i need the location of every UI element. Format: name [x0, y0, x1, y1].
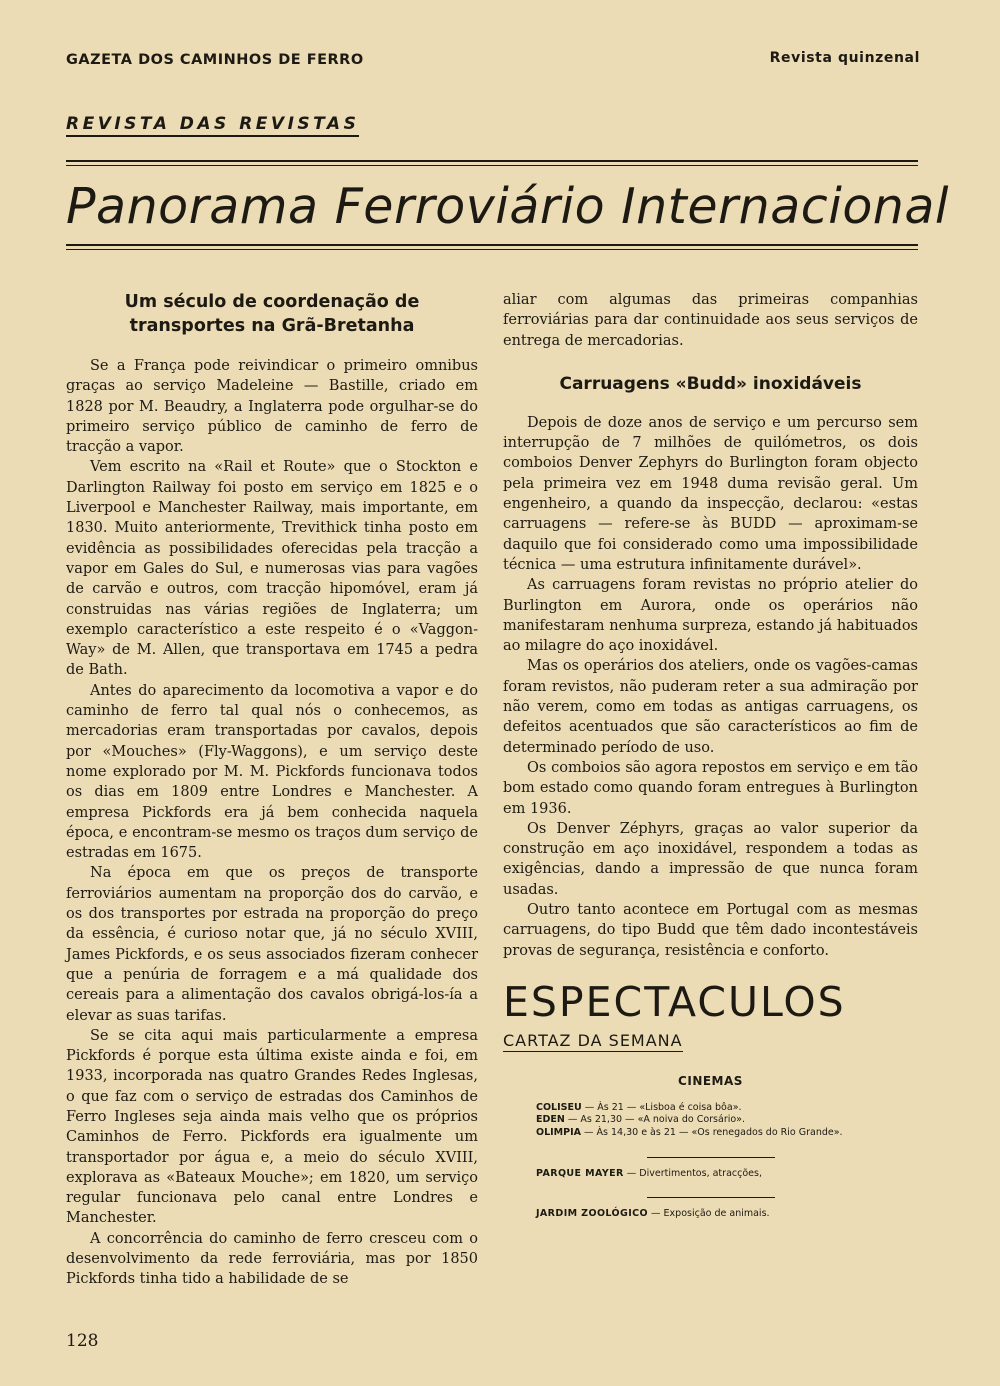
section-label: REVISTA DAS REVISTAS	[66, 114, 359, 137]
article1-paragraph: Na época em que os preços de transporte ferroviários aumentam na proporção dos do carvão, e os dos transportes por estrada na proporção do preço da essência, é curioso notar que, já no século XVIII, James Pickfords, e os seus associados fizeram conhecer que a penúria de forragem e a má qualidade dos cereais para a alimentação dos cavalos obrigá-los-ía a elevar as suas tarifas.	[66, 865, 478, 1024]
cinema-listing	[536, 1114, 918, 1127]
right-column	[503, 290, 918, 1219]
cinema-details: — As 21,30 — «A noiva do Corsário».	[564, 1114, 746, 1126]
article2-paragraph: As carruagens foram revistas no próprio atelier do Burlington em Aurora, onde os operários não manifestaram nenhuma surpreza, estando já habituados ao milagre do aço inoxidável.	[503, 577, 918, 655]
left-column	[66, 290, 478, 1290]
cinema-name: OLIMPIA	[536, 1126, 581, 1138]
divider-rule	[647, 1197, 775, 1198]
jardim-listing	[536, 1208, 918, 1219]
article2-paragraph: Os comboios são agora repostos em serviço e em tão bom estado como quando foram entregues à Burlington em 1936.	[503, 759, 918, 817]
banner-title: Panorama Ferroviário Internacional	[66, 178, 949, 235]
cinema-name: EDEN	[536, 1114, 565, 1126]
spectacles-subtitle: CARTAZ DA SEMANA	[503, 1030, 683, 1050]
venue-name: JARDIM ZOOLÓGICO	[536, 1208, 648, 1220]
article1-paragraph: Se a França pode reivindicar o primeiro omnibus graças ao serviço Madeleine — Bastille, criado em 1828 por M. Beaudry, a Inglaterra pode orgulhar-se do primeiro serviço público de caminho de ferro de tracção a vapor.	[66, 358, 478, 456]
article1-paragraph: A concorrência do caminho de ferro cresceu com o desenvolvimento da rede ferroviária, mas por 1850 Pickfords tinha tido a habilidade de se	[66, 1230, 478, 1288]
article1-paragraph: Antes do aparecimento da locomotiva a vapor e do caminho de ferro tal qual nós o conhecemos, as mercadorias eram transportadas por cavalos, depois por «Mouches» (Fly-Waggons), e um serviço deste nome explorado por M. M. Pickfords funcionava todos os dias em 1809 entre Londres e Manchester. A empresa Pickfords era já bem conhecida naquela época, e encontram-se mesmo os traços dum serviço de estradas em 1675.	[66, 682, 478, 862]
cinema-details: — Às 21 — «Lisboa é coisa bôa».	[581, 1101, 742, 1113]
article1-continuation: aliar com algumas das primeiras companhias ferroviárias para dar continuidade aos seus serviços de entrega de mercadorias.	[503, 292, 918, 349]
article2-paragraph: Os Denver Zéphyrs, graças ao valor superior da construção em aço inoxidável, respondem a todas as exigências, dando a impressão de que nunca foram usadas.	[503, 820, 918, 898]
venue-details: — Exposição de animais.	[648, 1208, 770, 1220]
parque-listing	[536, 1168, 918, 1179]
article2-paragraph: Outro tanto acontece em Portugal com as mesmas carruagens, do tipo Budd que têm dado incontestáveis provas de segurança, resistência e conforto.	[503, 902, 918, 959]
article2-paragraph: Mas os operários dos ateliers, onde os vagões-camas foram revistos, não puderam reter a sua admiração por não verem, como em todas as antigas carruagens, os defeitos acentuados que são característicos ao fim de determinado período de uso.	[503, 658, 918, 756]
publication-name: GAZETA DOS CAMINHOS DE FERRO	[66, 52, 364, 68]
divider-rule	[647, 1157, 775, 1158]
spectacles-title: ESPECTACULOS	[503, 977, 846, 1026]
page-number: 128	[66, 1331, 99, 1351]
cinemas-heading: CINEMAS	[678, 1073, 743, 1088]
article1-paragraph: Vem escrito na «Rail et Route» que o Stockton e Darlington Railway foi posto em serviço em 1825 e o Liverpool e Manchester Railway, mais importante, em 1830. Muito anteriormente, Trevithick tinha posto em evidência as possibilidades oferecidas pela tracção a vapor em Gales do Sul, e numerosas vias para vagões de carvão e outros, com tracção hipomóvel, eram já construidas nas várias regiões de Inglaterra; um exemplo característico a este respeito é o «Vaggon-Way» de M. Allen, que transportava em 1745 a pedra de Bath.	[66, 459, 478, 679]
article1-headline: Um século de coordenação de transportes na Grã-Bretanha	[124, 292, 420, 336]
bottom-double-rule	[66, 244, 918, 250]
cinema-listing	[536, 1127, 918, 1140]
cinema-details: — Às 14,30 e às 21 — «Os renegados do Rio Grande».	[580, 1126, 843, 1138]
cinema-listing	[536, 1102, 918, 1115]
article2-headline: Carruagens «Budd» inoxidáveis	[559, 373, 862, 394]
article2-paragraph: Depois de doze anos de serviço e um percurso sem interrupção de 7 milhões de quilómetros, os dois comboios Denver Zephyrs do Burlington foram objecto pela primeira vez em 1948 duma revisão geral. Um engenheiro, a quando da inspecção, declarou: «estas carruagens — refere-se às BUDD — aproximam-se daquilo que foi considerado como uma impossibilidade técnica — uma estrutura infinitamente durável».	[503, 414, 918, 573]
venue-details: — Divertimentos, atracções,	[623, 1168, 762, 1180]
publication-frequency: Revista quinzenal	[769, 50, 920, 66]
cinema-name: COLISEU	[536, 1101, 582, 1113]
top-double-rule	[66, 160, 918, 166]
article1-paragraph: Se se cita aqui mais particularmente a empresa Pickfords é porque esta última existe ainda e foi, em 1933, incorporada nas quatro Grandes Redes Inglesas, o que faz com o serviço de estradas dos Caminhos de Ferro Ingleses seja ainda mais velho que os próprios Caminhos de Ferro. Pickfords era igualmente um transportador por água e, a meio do século XVIII, explorava as «Bateaux Mouche»; em 1820, um serviço regular funcionava pelo canal entre Londres e Manchester.	[66, 1027, 478, 1227]
venue-name: PARQUE MAYER	[536, 1168, 624, 1180]
